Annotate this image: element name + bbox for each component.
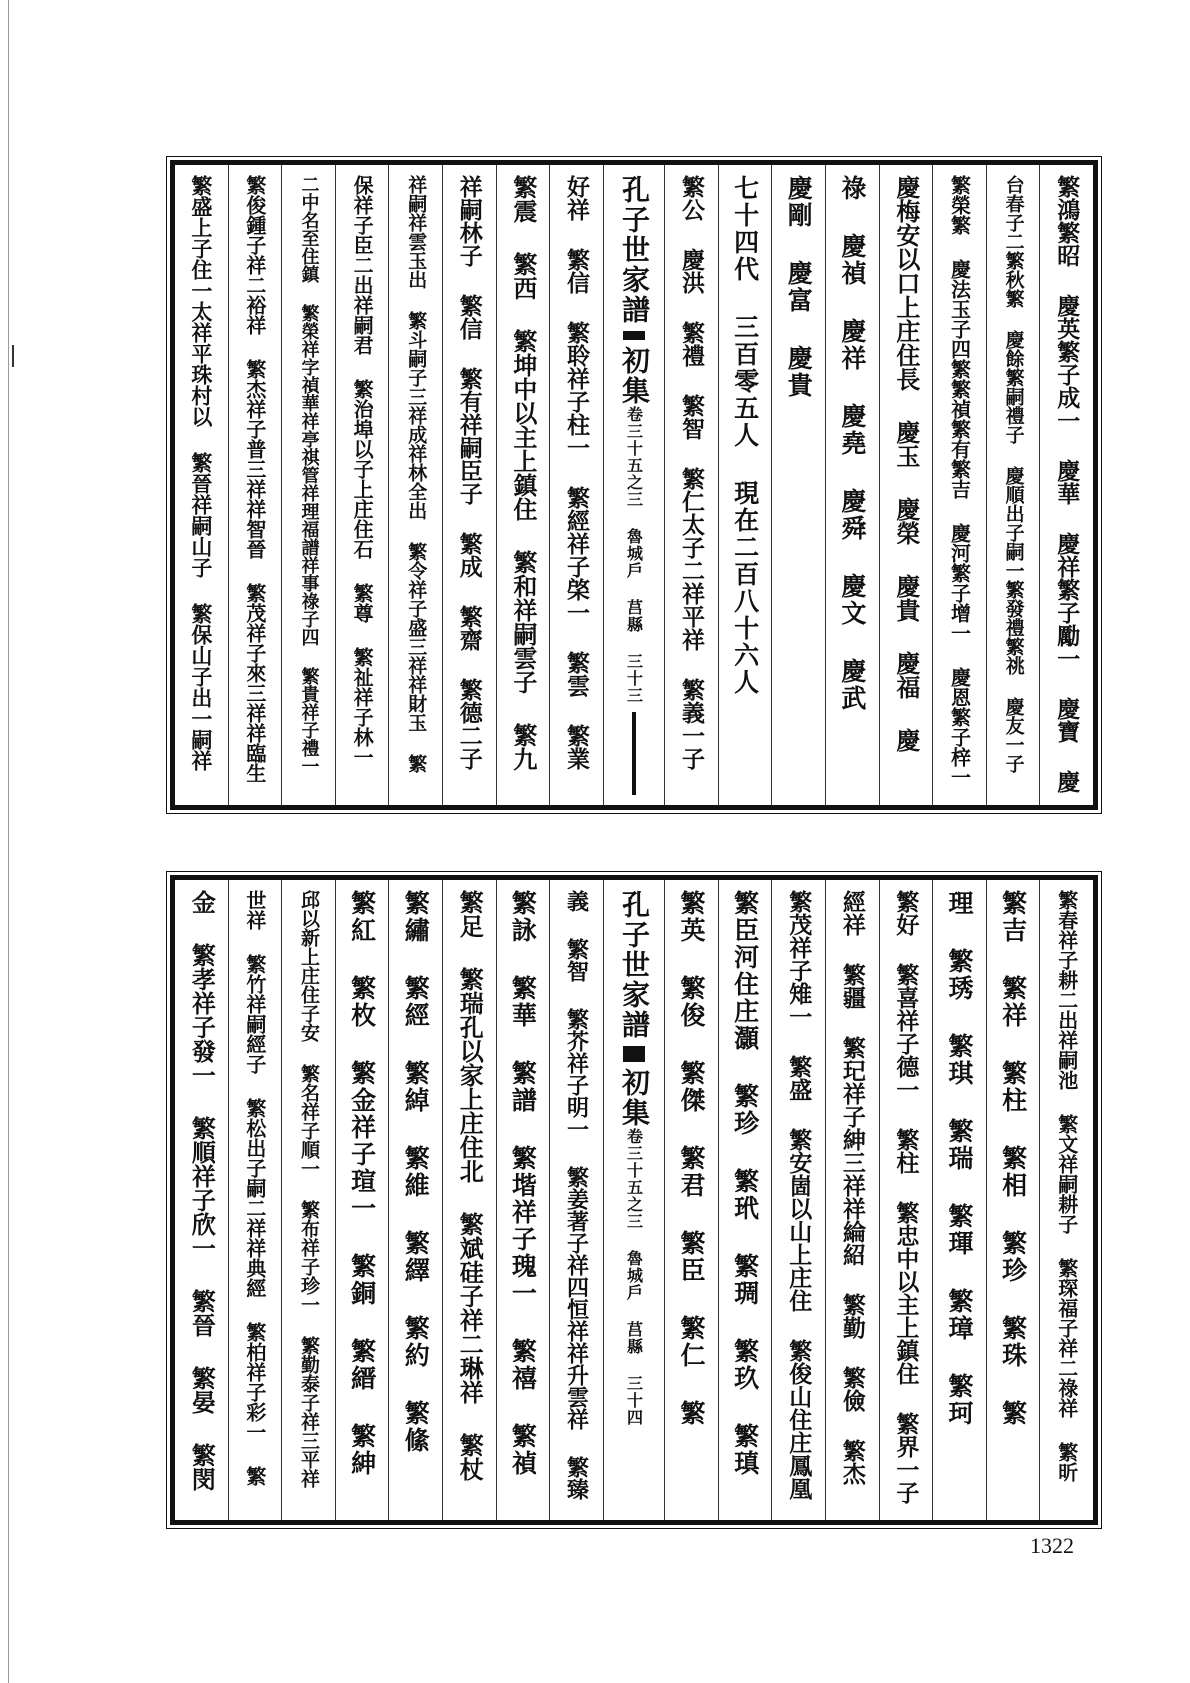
- genealogy-column: [771, 880, 825, 1520]
- column-text: 繁吉 繁祥 繁柱 繁相 繁珍 繁珠 繁: [998, 890, 1028, 1427]
- column-text: 繁茂祥子雉一 繁盛 繁安崮以山上庄住 繁俊山住庄鳳凰: [785, 890, 813, 1500]
- genealogy-column: [986, 880, 1040, 1520]
- genealogy-column: [664, 880, 718, 1520]
- genealogy-column: [388, 165, 442, 805]
- book-title: 孔子世家譜: [618, 890, 652, 1040]
- genealogy-column: [1039, 165, 1093, 805]
- genealogy-column: [986, 165, 1040, 805]
- edition-label: 初集: [618, 1068, 652, 1128]
- column-text: 繁好 繁喜祥子德一 繁柱 繁忠中以主上鎮住 繁界一子: [892, 890, 920, 1504]
- column-text: 祥嗣林子 繁信 繁有祥嗣臣子 繁成 繁齋 繁德二子: [455, 175, 483, 770]
- edition-label: 初集: [618, 346, 652, 407]
- genealogy-column: [1039, 880, 1093, 1520]
- genealogy-column: [335, 880, 389, 1520]
- column-row: [175, 165, 1093, 805]
- column-text: 世祥 繁竹祥嗣經子 繁松出子嗣二祥祥典經 繁柏祥子彩一 繁: [242, 890, 267, 1486]
- column-text: 保祥子臣二出祥嗣君 繁治埠以子上庄住石 繁尊 繁祉祥子林一: [350, 175, 375, 767]
- column-text: 繁詠 繁華 繁譜 繁堦祥子瑰一 繁禧 繁禎: [508, 890, 538, 1477]
- genealogy-page-top: [170, 160, 1098, 810]
- column-text: 繁震 繁西 繁坤中以主上鎮住 繁和祥嗣雲子 繁九: [508, 175, 538, 771]
- genealogy-column: [228, 165, 282, 805]
- scan-edge-line: [8, 0, 9, 1683]
- genealogy-column: [388, 880, 442, 1520]
- genealogy-column: [442, 880, 496, 1520]
- genealogy-column: [281, 165, 335, 805]
- column-text: 繁春祥子耕二出祥嗣池 繁文祥嗣耕子 繁琛福子祥二祿祥 繁昕: [1054, 890, 1079, 1482]
- column-text: 繁英 繁俊 繁傑 繁君 繁臣 繁仁 繁: [677, 890, 707, 1427]
- book-title: 孔子世家譜: [618, 175, 652, 325]
- column-text: 經祥 繁疆 繁玘祥子紳三祥祥綸紹 繁勤 繁儉 繁杰: [838, 890, 866, 1485]
- genealogy-column: [175, 165, 228, 805]
- column-text: 義 繁智 繁芥祥子明一 繁姜著子祥四恒祥祥升雲祥 繁臻: [563, 890, 590, 1500]
- genealogy-column: [718, 165, 772, 805]
- column-text: 繁榮繁 慶法玉子四繁繁禎繁有繁吉 慶河繁子增一 慶恩繁子梓一: [947, 175, 972, 787]
- genealogy-column: [825, 165, 879, 805]
- genealogy-column: [228, 880, 282, 1520]
- genealogy-page-bottom: [170, 875, 1098, 1525]
- genealogy-column: [664, 165, 718, 805]
- genealogy-column: [825, 880, 879, 1520]
- column-row: [175, 880, 1093, 1520]
- genealogy-column: [549, 880, 603, 1520]
- column-text: 好祥 繁信 繁聆祥子柱一 繁經祥子棨一 繁雲 繁業: [562, 175, 590, 770]
- column-text: 繁公 慶洪 繁禮 繁智 繁仁太子二祥平祥 繁義一子: [678, 175, 706, 770]
- genealogy-column: [718, 880, 772, 1520]
- column-text: 祥嗣祥雲玉出 繁斗嗣子三祥成祥林全出 繁令祥子盛三祥祥財玉 繁: [405, 175, 428, 773]
- column-text: 七十四代 三百零五人 現在二百八十六人: [730, 175, 760, 696]
- genealogy-column: [932, 165, 986, 805]
- genealogy-column: [175, 880, 228, 1520]
- genealogy-column: [879, 165, 933, 805]
- column-text: 二中名至住鎮 繁榮祥字禎華祥亭祺管祥理福譜祥事祿子四 繁貴祥子禮一: [298, 175, 320, 775]
- column-text: 繁繡 繁經 繁綽 繁維 繁繹 繁約 繁絛: [401, 890, 431, 1454]
- column-text: 繁紅 繁枚 繁金祥子瑄一 繁銅 繁縉 繁紳: [347, 890, 377, 1477]
- genealogy-column: [496, 165, 550, 805]
- column-text: 邱以新上庄住子安 繁名祥子順一 繁布祥子珍一 繁勤泰子祥三平祥: [298, 890, 320, 1488]
- page-number: 1322: [1030, 1533, 1074, 1558]
- column-text: 祿 慶禎 慶祥 慶堯 慶舜 慶文 慶武: [837, 175, 867, 712]
- column-text: 台春子二繁秋繁 慶餘繁嗣禮子 慶順出子嗣一繁發禮繁祧 慶友一子: [1002, 175, 1025, 773]
- title-column: [603, 880, 664, 1520]
- column-text: 繁鴻繁昭 慶英繁子成一 慶華 慶祥繁子勵一 慶寶 慶: [1053, 175, 1081, 793]
- column-text: 繁足 繁瑞孔以家上庄住北 繁斌硅子祥二琳祥 繁杖: [455, 890, 485, 1481]
- volume-info: 卷三十五之三 魯城戶 莒縣 三十三: [624, 406, 644, 705]
- column-text: 繁盛上子住一太祥平珠村以 繁晉祥嗣山子 繁保山子出一嗣祥: [188, 175, 214, 771]
- genealogy-column: [932, 880, 986, 1520]
- column-text: 繁臣河住庄灝 繁珍 繁玳 繁琱 繁玖 繁瑱: [730, 890, 760, 1477]
- column-text: 慶剛 慶富 慶貴: [784, 175, 814, 399]
- genealogy-column: [879, 880, 933, 1520]
- genealogy-column: [335, 165, 389, 805]
- center-bar: [632, 712, 636, 795]
- fishtail-mark: [623, 331, 645, 340]
- genealogy-column: [771, 165, 825, 805]
- scan-edge-mark: [12, 345, 14, 367]
- genealogy-column: [281, 880, 335, 1520]
- genealogy-column: [549, 165, 603, 805]
- column-text: 金 繁孝祥子發一 繁順祥子欣一 繁晉 繁晏 繁閔: [187, 890, 217, 1491]
- volume-info: 卷三十五之三 魯城戶 莒縣 三十四: [624, 1128, 644, 1426]
- column-text: 慶梅安以口上庄住長 慶玉 慶榮 慶貴 慶福 慶: [891, 175, 921, 752]
- genealogy-column: [442, 165, 496, 805]
- column-text: 理 繁琇 繁琪 繁瑞 繁琿 繁璋 繁珂: [945, 890, 975, 1427]
- fishtail-mark: [623, 1046, 645, 1062]
- column-text: 繁俊鍾子祥二裕祥 繁杰祥子普三祥祥智晉 繁茂祥子來三祥祥臨生: [242, 175, 267, 783]
- genealogy-column: [496, 880, 550, 1520]
- title-column: [603, 165, 664, 805]
